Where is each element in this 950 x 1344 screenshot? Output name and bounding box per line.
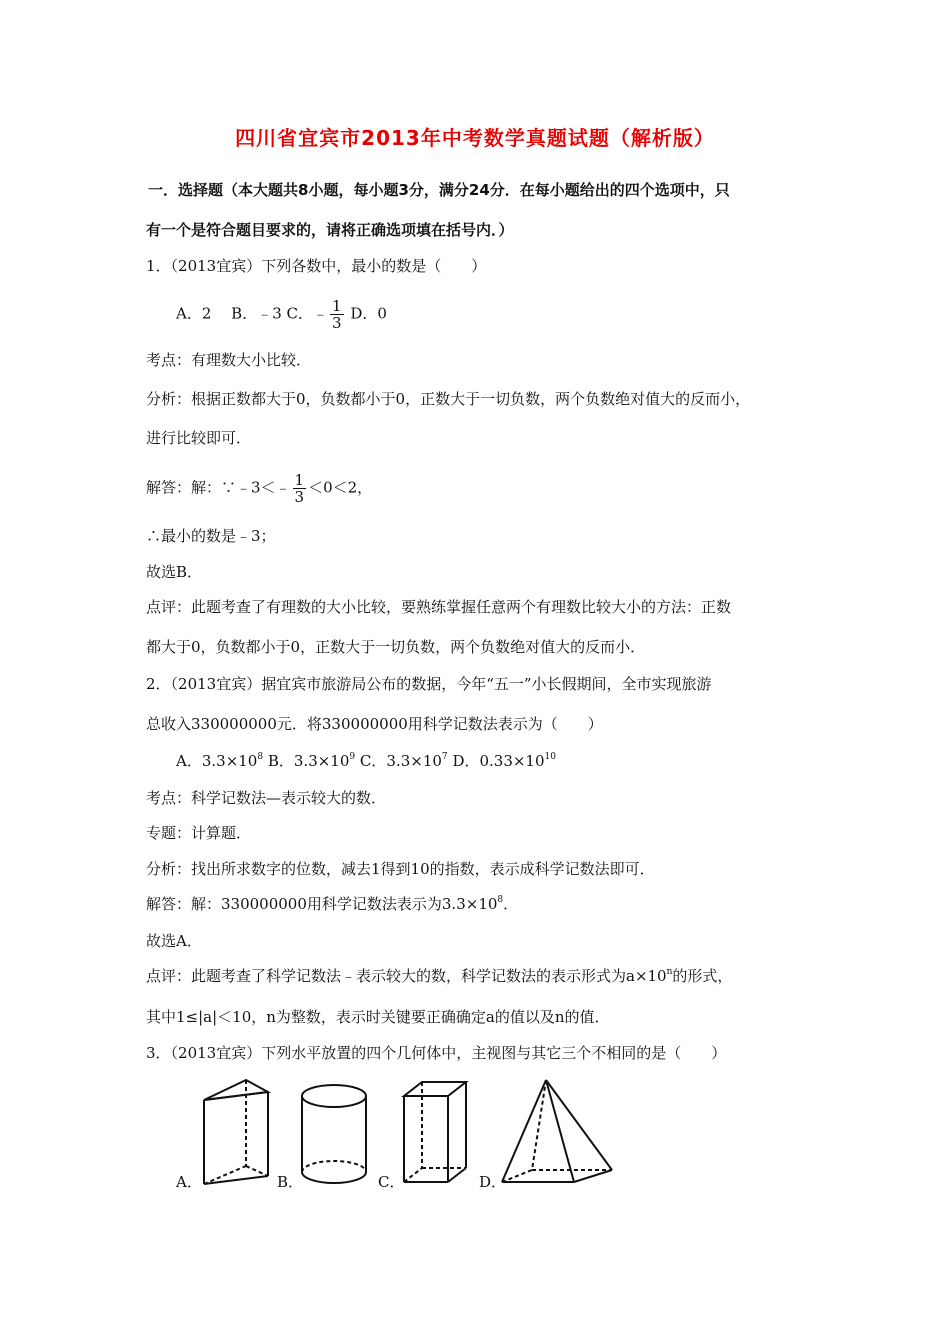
q2-jieda: 解答：解：330000000用科学记数法表示为$3.3\times 10^8$． bbox=[146, 895, 519, 913]
q2-fenxi: 分析：找出所求数字的位数，减去1得到10的指数，表示成科学记数法即可． bbox=[146, 860, 655, 878]
q1-option-d: D．0 bbox=[350, 304, 387, 323]
q2-option-a: A．$3.3\times 10^8$ bbox=[176, 752, 264, 770]
q2-stem-line2: 总收入330000000元．将330000000用科学记数法表示为（ ） bbox=[146, 715, 603, 733]
q2-option-c: C．$3.3\times 10^7$ bbox=[359, 752, 448, 770]
q3-stem: 3．（2013宜宾）下列水平放置的四个几何体中，主视图与其它三个不相同的是（ ） bbox=[146, 1044, 727, 1062]
document-title: 四川省宜宾市2013年中考数学真题试题（解析版） bbox=[235, 126, 715, 150]
q2-dianping-line1: 点评：此题考查了科学记数法﹣表示较大的数，科学记数法的表示形式为$a\times 10^n$的形式， bbox=[146, 967, 733, 985]
q1-option-b: B．﹣3 bbox=[231, 304, 282, 323]
q3-label-b: B． bbox=[277, 1173, 304, 1191]
cylinder-figure bbox=[298, 1080, 370, 1190]
q1-answer: 故选B． bbox=[146, 563, 203, 581]
q1-fenxi-line1: 分析：根据正数都大于0，负数都小于0，正数大于一切负数，两个负数绝对值大的反而小， bbox=[146, 390, 751, 408]
q2-option-b: B．$3.3\times 10^9$ bbox=[267, 752, 356, 770]
q1-fenxi-line2: 进行比较即可． bbox=[146, 429, 252, 447]
q2-answer: 故选A． bbox=[146, 932, 202, 950]
q2-option-d: D．$0.33\times 10^{10}$ bbox=[452, 752, 556, 770]
section-heading-line2: 有一个是符合题目要求的，请将正确选项填在括号内．） bbox=[146, 221, 514, 239]
q2-kaodian: 考点：科学记数法—表示较大的数． bbox=[146, 789, 387, 807]
triangular-prism-figure bbox=[198, 1076, 272, 1190]
q1-dianping-line2: 都大于0，负数都小于0，正数大于一切负数，两个负数绝对值大的反而小． bbox=[146, 638, 646, 656]
q3-label-c: C． bbox=[378, 1173, 405, 1191]
q1-dianping-line1: 点评：此题考查了有理数的大小比较，要熟练掌握任意两个有理数比较大小的方法：正数 bbox=[146, 598, 732, 616]
q1-options bbox=[176, 298, 387, 331]
q2-dianping-line2: 其中1≤|a|＜10，n为整数，表示时关键要正确确定a的值以及n的值． bbox=[146, 1008, 610, 1026]
q2-zhuanti: 专题：计算题． bbox=[146, 824, 252, 842]
square-pyramid-figure bbox=[494, 1076, 616, 1190]
q1-kaodian: 考点：有理数大小比较． bbox=[146, 351, 312, 369]
q1-option-a: A．2 bbox=[176, 304, 212, 323]
q1-option-c-fraction: $\frac{1}{3}$ bbox=[332, 297, 342, 332]
q1-jieda: 解答：解：∵﹣3＜﹣ $\frac{1}{3}$ ＜0＜2， bbox=[146, 471, 373, 506]
q1-stem: 1．（2013宜宾）下列各数中，最小的数是（ ） bbox=[146, 257, 487, 275]
rectangular-prism-figure bbox=[398, 1078, 472, 1190]
q2-stem-line1: 2．（2013宜宾）据宜宾市旅游局公布的数据，今年“五一”小长假期间，全市实现旅游 bbox=[146, 675, 712, 693]
q2-options bbox=[176, 751, 556, 771]
q3-label-a: A． bbox=[176, 1173, 202, 1191]
q3-label-d: D． bbox=[479, 1173, 507, 1191]
q1-jieda-fraction: $\frac{1}{3}$ bbox=[294, 471, 305, 506]
section-heading-line1: 一．选择题（本大题共8小题，每小题3分，满分24分．在每小题给出的四个选项中，只 bbox=[148, 181, 730, 199]
q1-conclusion: ∴最小的数是﹣3； bbox=[146, 527, 276, 545]
q1-option-c: C．﹣ bbox=[286, 304, 329, 323]
